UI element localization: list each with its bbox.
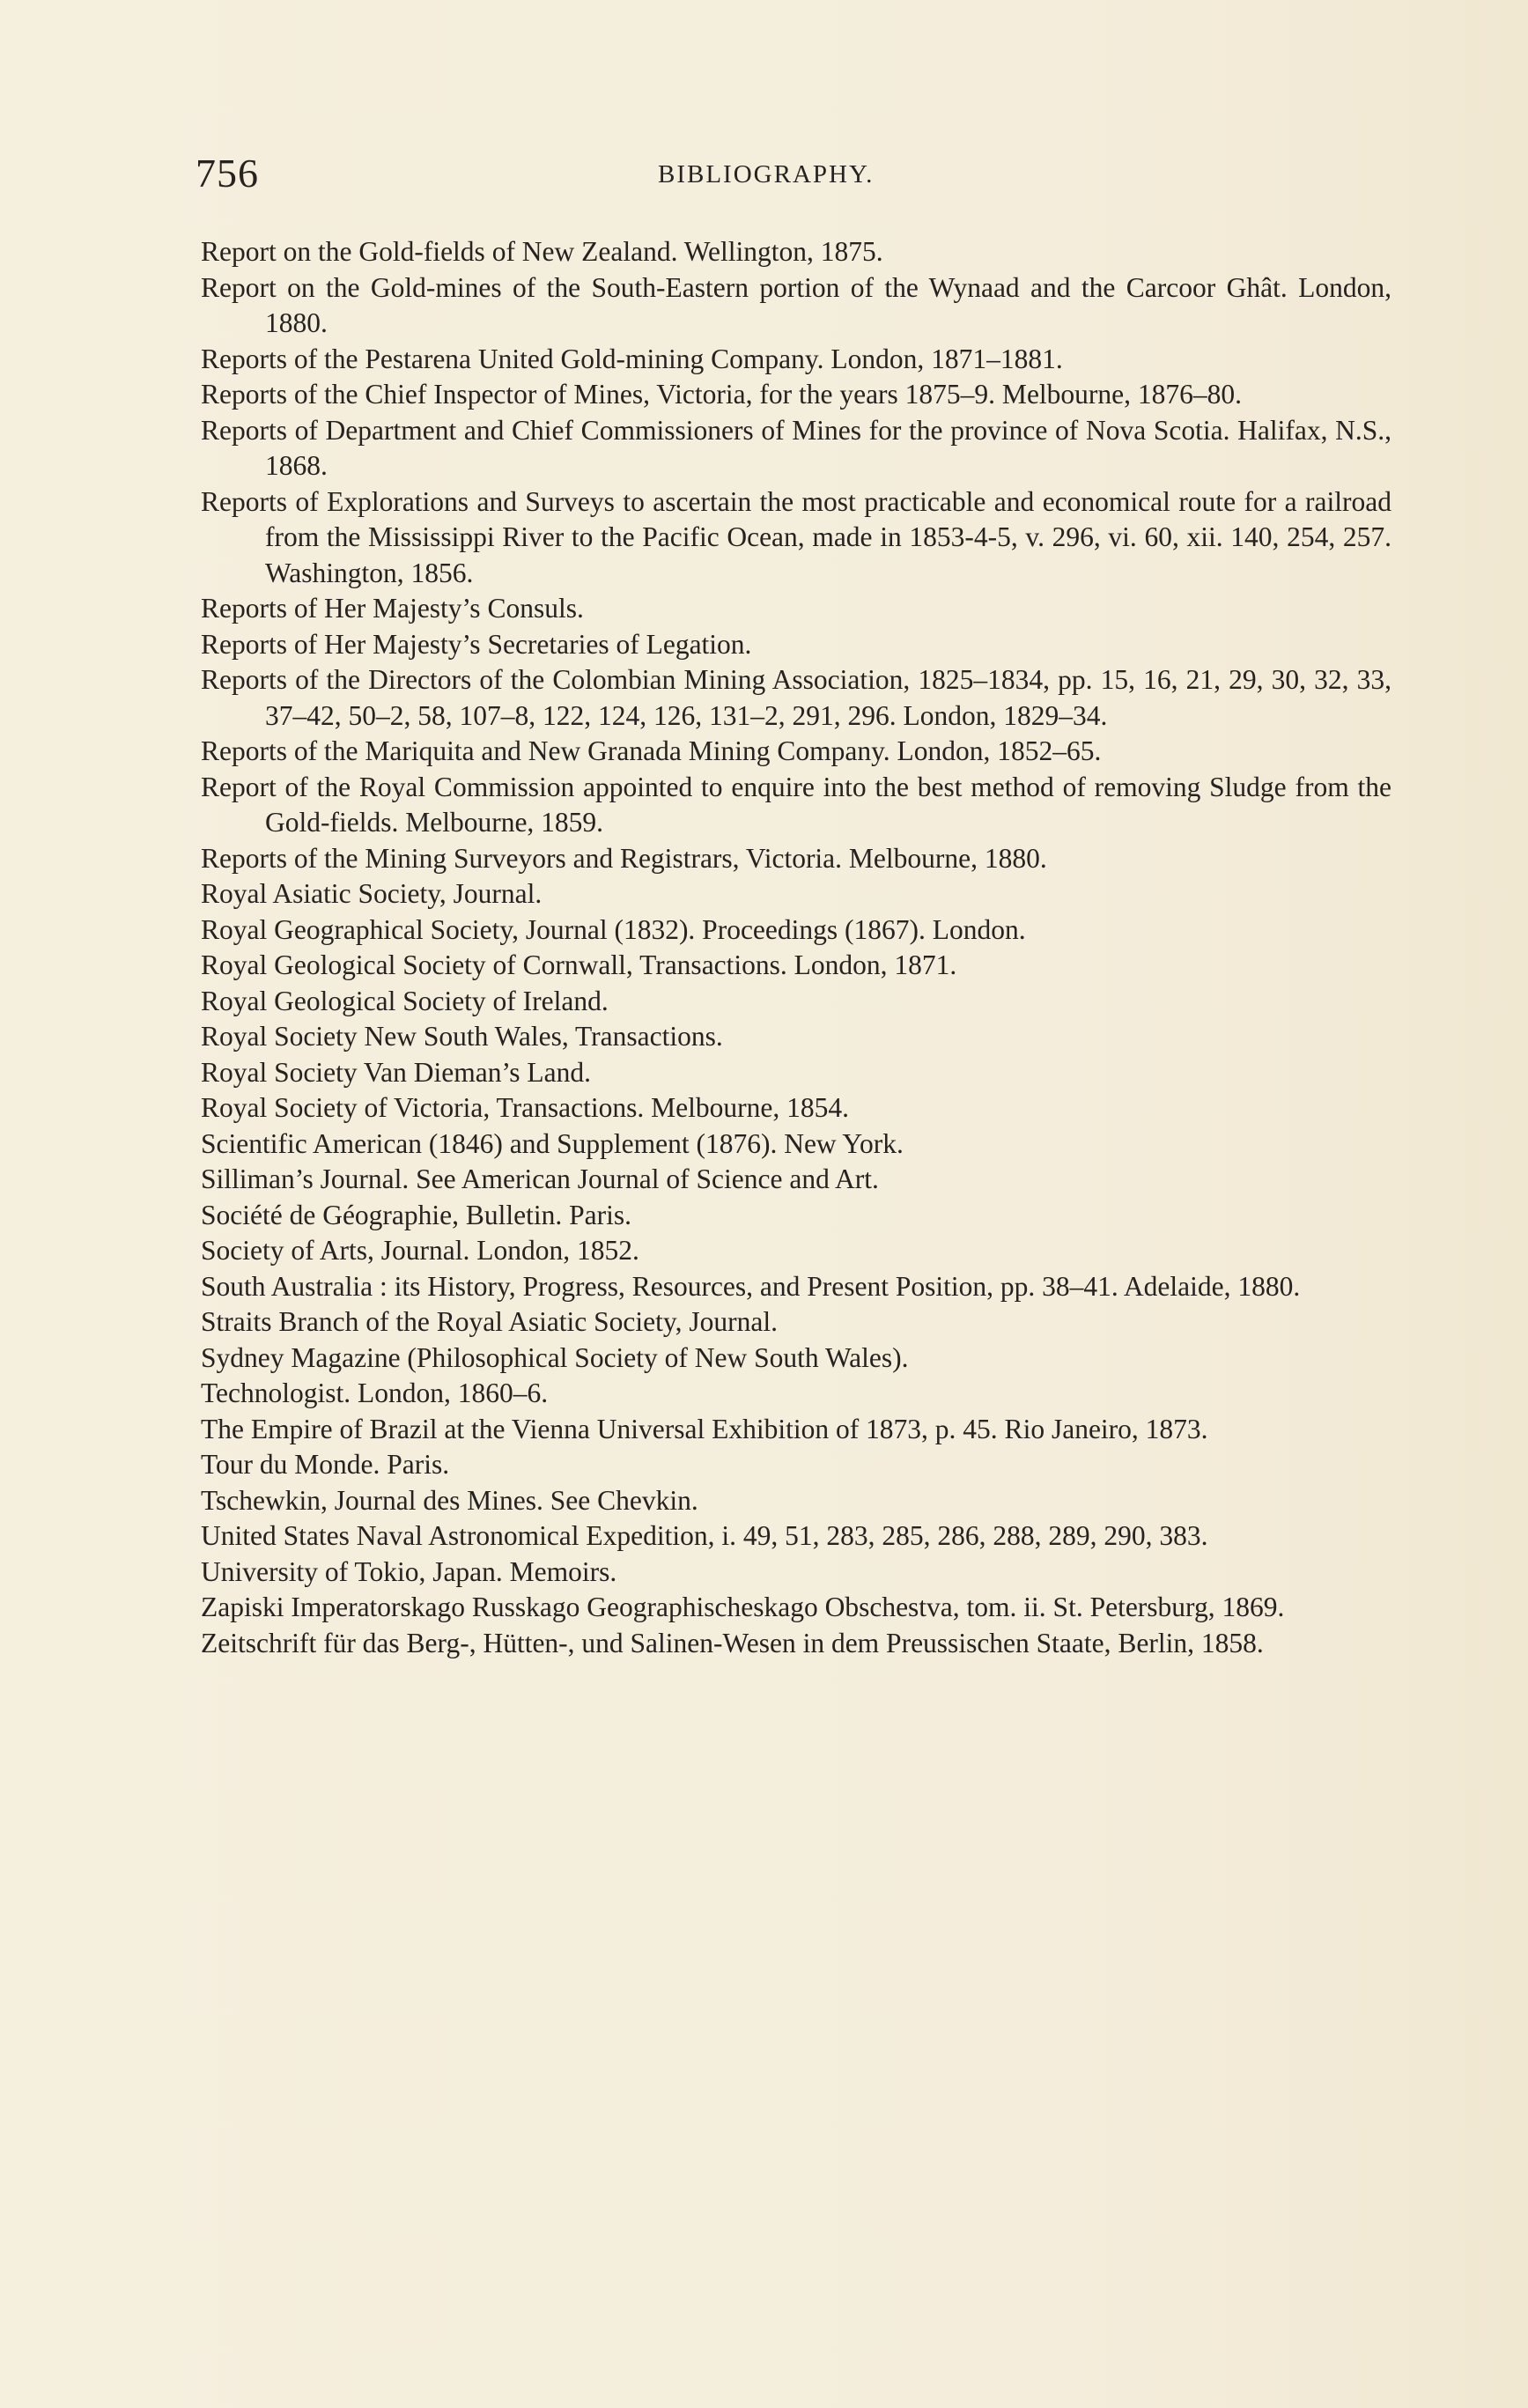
bibliography-list [201, 234, 1391, 1661]
bibliography-entry: Reports of the Mining Surveyors and Registrars, Victoria. Melbourne, 1880. [201, 842, 1047, 874]
bibliography-entry: Reports of Department and Chief Commissioners of Mines for the province of Nova Scotia. Halifax, N.S., 1868. [201, 414, 1391, 481]
bibliography-entry: Société de Géographie, Bulletin. Paris. [201, 1199, 632, 1230]
bibliography-entry: Reports of the Directors of the Colombian Mining Association, 1825–1834, pp. 15, 16, 21, 29, 30, 32, 33, 37–42, 50–2, 58, 107–8, 122, 124, 126, 131–2, 291, 296. London, 1829–34. [201, 664, 1391, 731]
bibliography-entry: Royal Geological Society of Ireland. [201, 985, 609, 1016]
bibliography-entry: Royal Geographical Society, Journal (1832). Proceedings (1867). London. [201, 913, 1026, 945]
bibliography-entry: Tour du Monde. Paris. [201, 1449, 450, 1480]
bibliography-entry: Reports of Explorations and Surveys to ascertain the most practicable and economical route for a railroad from the Mississippi River to the Pacific Ocean, made in 1853-4-5, v. 296, vi. 60, xii. 140, 254, 257. Washington, 1856. [201, 485, 1391, 588]
bibliography-entry: Royal Society of Victoria, Transactions. Melbourne, 1854. [201, 1092, 849, 1123]
bibliography-entry: Sydney Magazine (Philosophical Society of New South Wales). [201, 1341, 909, 1373]
bibliography-entry: Technologist. London, 1860–6. [201, 1378, 549, 1408]
bibliography-entry: Zapiski Imperatorskago Russkago Geographischeskago Obschestva, tom. ii. St. Petersburg, 1869. [201, 1592, 1285, 1622]
bibliography-entry: Zeitschrift für das Berg-, Hütten-, und Salinen-Wesen in dem Preussischen Staate, Berlin, 1858. [201, 1627, 1264, 1658]
bibliography-entry: Royal Geological Society of Cornwall, Transactions. London, 1871. [201, 949, 957, 980]
bibliography-entry: Straits Branch of the Royal Asiatic Society, Journal. [201, 1306, 778, 1337]
bibliography-entry: Silliman’s Journal. See American Journal of Science and Art. [201, 1163, 879, 1194]
running-title: BIBLIOGRAPHY. [658, 160, 875, 188]
bibliography-entry: The Empire of Brazil at the Vienna Universal Exhibition of 1873, p. 45. Rio Janeiro, 1873. [201, 1413, 1208, 1444]
bibliography-entry: Reports of the Pestarena United Gold-mining Company. London, 1871–1881. [201, 343, 1063, 374]
bibliography-entry: Reports of the Chief Inspector of Mines, Victoria, for the years 1875–9. Melbourne, 1876–80. [201, 379, 1243, 410]
bibliography-entry: Report on the Gold-mines of the South-Eastern portion of the Wynaad and the Carcoor Ghât. London, 1880. [201, 271, 1391, 338]
bibliography-entry: Royal Society Van Dieman’s Land. [201, 1056, 591, 1088]
bibliography-entry: Tschewkin, Journal des Mines. See Chevkin. [201, 1484, 698, 1516]
bibliography-entry: Royal Asiatic Society, Journal. [201, 878, 543, 909]
bibliography-entry: Scientific American (1846) and Supplement (1876). New York. [201, 1127, 904, 1159]
bibliography-entry: Royal Society New South Wales, Transactions. [201, 1021, 723, 1052]
page-number: 756 [196, 151, 259, 196]
bibliography-entry: Reports of the Mariquita and New Granada Mining Company. London, 1852–65. [201, 735, 1102, 766]
bibliography-entry: Report on the Gold-fields of New Zealand. Wellington, 1875. [201, 236, 883, 267]
bibliography-entry: South Australia : its History, Progress, Resources, and Present Position, pp. 38–41. Adelaide, 1880. [201, 1270, 1301, 1302]
bibliography-entry: Reports of Her Majesty’s Secretaries of Legation. [201, 628, 752, 660]
bibliography-entry: University of Tokio, Japan. Memoirs. [201, 1555, 617, 1587]
running-head [196, 150, 1393, 203]
bibliography-entry: United States Naval Astronomical Expedition, i. 49, 51, 283, 285, 286, 288, 289, 290, 383. [201, 1520, 1208, 1551]
bibliography-entry: Reports of Her Majesty’s Consuls. [201, 593, 584, 624]
bibliography-entry: Society of Arts, Journal. London, 1852. [201, 1235, 639, 1266]
bibliography-entry: Report of the Royal Commission appointed to enquire into the best method of removing Sludge from the Gold-fields. Melbourne, 1859. [201, 771, 1391, 838]
